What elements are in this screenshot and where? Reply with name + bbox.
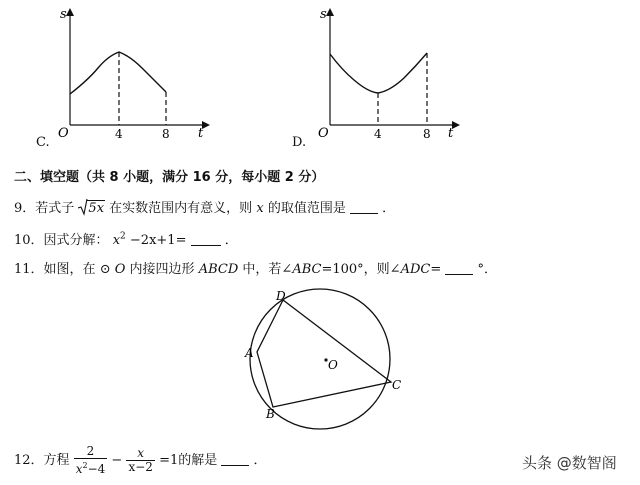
q12-minus: −	[111, 453, 123, 468]
graph-d-origin: O	[318, 126, 329, 141]
q12-frac1-den-x: x	[75, 462, 83, 476]
graph-c	[30, 0, 230, 150]
graph-c-y-arrow	[66, 8, 74, 16]
q9-middle: 在实数范围内有意义，则	[109, 201, 253, 216]
inscribed-quadrilateral-figure	[240, 285, 410, 435]
q11-angle2: ADC	[400, 262, 431, 277]
label-d: D	[276, 289, 286, 303]
q9-prefix: 9．若式子	[14, 201, 75, 216]
q11-mid4: =	[430, 262, 442, 277]
q9-answer-blank[interactable]	[350, 201, 378, 214]
q12-frac2-den: x−2	[128, 460, 153, 474]
label-a: A	[245, 346, 254, 360]
label-b: B	[266, 407, 275, 421]
q12-fraction-2	[126, 447, 154, 474]
q12-end: ．	[253, 453, 267, 468]
question-10	[14, 229, 238, 248]
graph-c-tick-4: 4	[115, 127, 123, 141]
question-12	[14, 445, 267, 476]
quadrilateral-abcd	[257, 300, 391, 407]
q12-frac2-num: x	[126, 447, 154, 461]
q10-end: ．	[224, 233, 238, 248]
graph-c-x-label: t	[198, 126, 204, 141]
q9-end: ．	[382, 201, 396, 216]
q9-radicand: 5x	[88, 201, 105, 216]
option-c-label: C.	[36, 135, 50, 150]
q11-answer-blank[interactable]	[445, 262, 473, 275]
q9-var: x	[256, 201, 264, 216]
graph-c-y-label: s	[60, 7, 67, 22]
q11-mid3: =100°，则∠	[321, 262, 401, 277]
option-d-label: D.	[292, 135, 307, 150]
q11-angle1: ABC	[292, 262, 322, 277]
question-9	[14, 197, 395, 216]
q11-end: °．	[477, 262, 498, 277]
q11-prefix: 11．如图，在	[14, 262, 96, 277]
graph-d-y-label: s	[320, 7, 327, 22]
question-11	[14, 258, 497, 277]
q11-circle-name: O	[114, 262, 126, 277]
label-c: C	[392, 378, 402, 392]
q9-sqrt	[78, 201, 105, 216]
q10-expr-exp: 2	[120, 231, 126, 242]
q10-expr-rest: −2x+1=	[129, 233, 187, 248]
q12-frac1-num: 2	[74, 445, 108, 459]
label-o: O	[328, 358, 338, 372]
q10-prefix: 10．因式分解：	[14, 233, 109, 248]
q12-eq: =1的解是	[159, 453, 218, 468]
q12-fraction-1	[74, 445, 108, 476]
q12-frac1-den-rest: −4	[87, 462, 106, 476]
graph-c-tick-8: 8	[162, 127, 170, 141]
graph-d	[290, 0, 490, 150]
graph-d-tick-4: 4	[374, 127, 382, 141]
graph-c-origin: O	[58, 126, 69, 141]
q12-frac1-den-exp: 2	[82, 461, 88, 470]
q11-mid2: 中，若∠	[242, 262, 293, 277]
q11-circle-symbol: ⊙	[99, 262, 111, 277]
q11-mid1: 内接四边形	[129, 262, 195, 277]
graph-d-curve	[330, 53, 427, 93]
section-title: 二、填空题（共 8 小题，满分 16 分，每小题 2 分）	[14, 170, 325, 185]
graph-d-x-label: t	[448, 126, 454, 141]
graph-d-tick-8: 8	[423, 127, 431, 141]
q10-expr-x: x	[112, 233, 121, 248]
q10-answer-blank[interactable]	[191, 233, 221, 246]
watermark: 头条 @数智阁	[522, 454, 617, 472]
q12-prefix: 12．方程	[14, 453, 70, 468]
graph-d-y-arrow	[326, 8, 334, 16]
q12-frac1-den	[74, 459, 108, 476]
graph-c-curve	[70, 52, 166, 94]
q12-answer-blank[interactable]	[221, 453, 249, 466]
sqrt-sign-icon	[78, 198, 88, 216]
q9-suffix: 的取值范围是	[267, 201, 346, 216]
q11-quad: ABCD	[198, 262, 239, 277]
